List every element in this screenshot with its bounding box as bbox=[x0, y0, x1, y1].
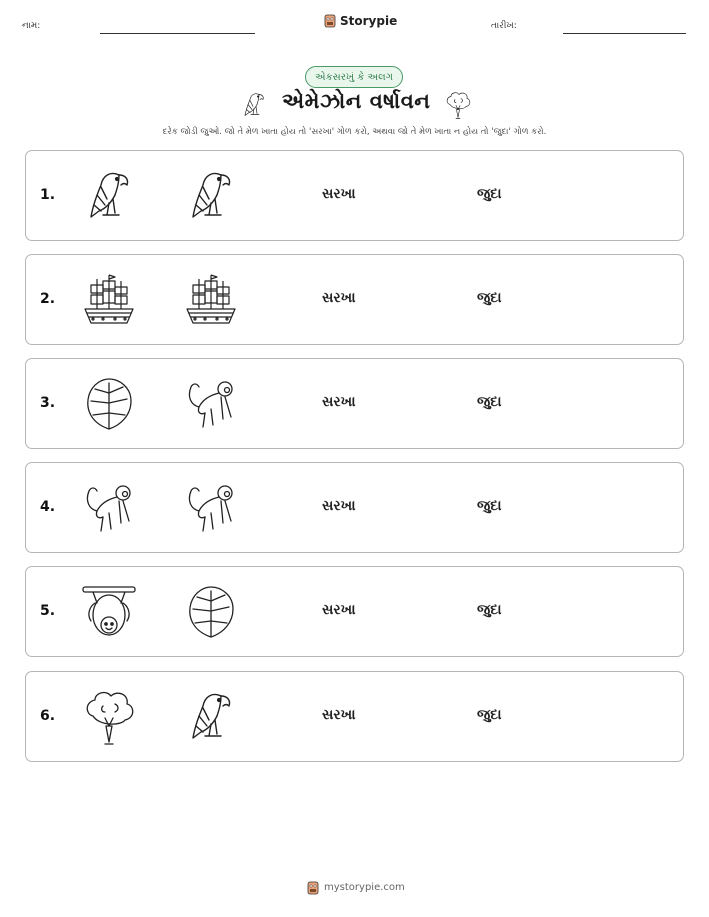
question-number: 3. bbox=[40, 395, 56, 411]
leaf-icon bbox=[79, 373, 139, 435]
same-option[interactable]: સરખા bbox=[322, 394, 356, 410]
parrot-icon bbox=[181, 165, 241, 227]
parrot-icon bbox=[181, 686, 241, 748]
storypie-logo bbox=[324, 13, 397, 28]
date-label: તારીખ: bbox=[491, 21, 517, 31]
different-option[interactable]: જુદા bbox=[477, 290, 502, 306]
same-option[interactable]: સરખા bbox=[322, 498, 356, 514]
question-row bbox=[25, 462, 684, 553]
parrot-icon bbox=[79, 165, 139, 227]
different-option[interactable]: જુદા bbox=[477, 186, 502, 202]
different-option[interactable]: જુદા bbox=[477, 707, 502, 723]
ship-icon bbox=[181, 269, 241, 331]
page-title: એમેઝોન વર્ષાવન bbox=[282, 89, 431, 113]
different-option[interactable]: જુદા bbox=[477, 394, 502, 410]
storypie-mascot-icon bbox=[307, 880, 319, 895]
parrot-icon bbox=[239, 88, 269, 122]
monkey-icon bbox=[181, 373, 241, 435]
question-number: 6. bbox=[40, 708, 56, 724]
question-row bbox=[25, 566, 684, 657]
same-option[interactable]: સરખા bbox=[322, 707, 356, 723]
question-number: 2. bbox=[40, 291, 56, 307]
question-row bbox=[25, 254, 684, 345]
question-row bbox=[25, 150, 684, 241]
date-line[interactable] bbox=[563, 33, 686, 34]
same-option[interactable]: સરખા bbox=[322, 602, 356, 618]
sloth-icon bbox=[79, 581, 139, 643]
ship-icon bbox=[79, 269, 139, 331]
name-line[interactable] bbox=[100, 33, 255, 34]
monkey-icon bbox=[181, 477, 241, 539]
question-number: 1. bbox=[40, 187, 56, 203]
tree-icon bbox=[443, 88, 473, 122]
question-number: 5. bbox=[40, 603, 56, 619]
storypie-mascot-icon bbox=[324, 13, 336, 28]
same-option[interactable]: સરખા bbox=[322, 186, 356, 202]
monkey-icon bbox=[79, 477, 139, 539]
different-option[interactable]: જુદા bbox=[477, 498, 502, 514]
leaf-icon bbox=[181, 581, 241, 643]
worksheet-type-badge: એકસરખું કે અલગ bbox=[305, 66, 403, 88]
same-option[interactable]: સરખા bbox=[322, 290, 356, 306]
name-label: નામ: bbox=[22, 21, 41, 31]
tree-icon bbox=[79, 686, 139, 748]
brand-name: Storypie bbox=[340, 13, 398, 28]
question-row bbox=[25, 671, 684, 762]
question-number: 4. bbox=[40, 499, 56, 515]
footer-url: mystorypie.com bbox=[324, 882, 405, 893]
instructions: દરેક જોડી જુઓ. જો તે મેળ ખાતા હોય તો 'સરખા' ગોળ કરો, અથવા જો તે મેળ ખાતા ન હોય તો 'જુદા' ગોળ કરો. bbox=[162, 127, 547, 137]
different-option[interactable]: જુદા bbox=[477, 602, 502, 618]
question-row bbox=[25, 358, 684, 449]
footer bbox=[307, 880, 405, 895]
